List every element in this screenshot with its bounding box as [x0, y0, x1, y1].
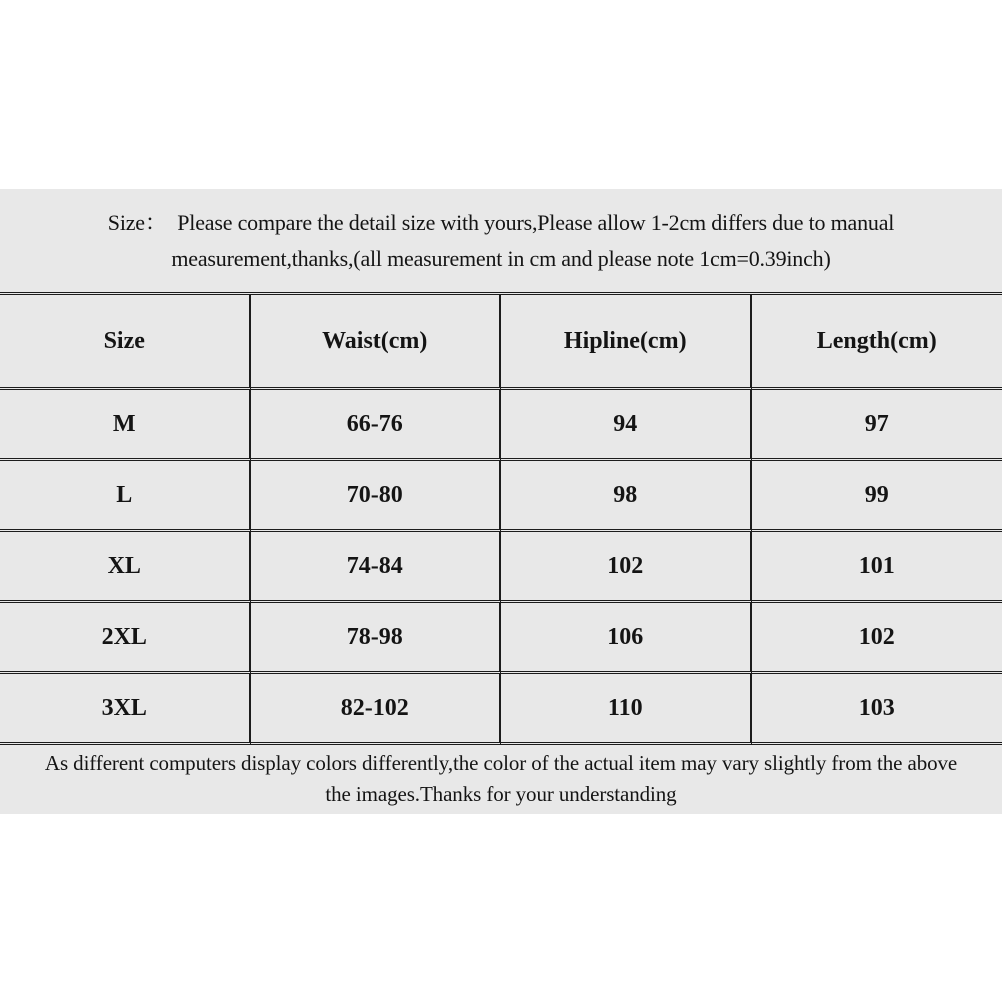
cell-size: L: [0, 461, 251, 532]
cell-size: XL: [0, 532, 251, 603]
cell-waist: 82-102: [251, 674, 502, 745]
cell-size: M: [0, 390, 251, 461]
size-table-header-row: [0, 295, 1002, 390]
column-header-length: Length(cm): [752, 295, 1002, 390]
cell-hipline: 106: [501, 603, 752, 674]
cell-length: 103: [752, 674, 1002, 745]
column-header-size: Size: [0, 295, 251, 390]
table-row-2xl: [0, 603, 1002, 674]
cell-length: 97: [752, 390, 1002, 461]
cell-hipline: 94: [501, 390, 752, 461]
cell-waist: 78-98: [251, 603, 502, 674]
disclaimer-line-1: As different computers display colors differently,the color of the actual item may vary slightly from the above: [44, 750, 958, 775]
color-disclaimer: [0, 745, 1002, 812]
column-header-hipline: Hipline(cm): [501, 295, 752, 390]
size-table: [0, 292, 1002, 745]
cell-waist: 66-76: [251, 390, 502, 461]
cell-waist: 74-84: [251, 532, 502, 603]
cell-hipline: 102: [501, 532, 752, 603]
cell-size: 3XL: [0, 674, 251, 745]
size-note-line-2: measurement,thanks,(all measurement in cm and please note 1cm=0.39inch): [171, 245, 831, 271]
disclaimer-line-2: the images.Thanks for your understanding: [325, 781, 677, 806]
cell-hipline: 98: [501, 461, 752, 532]
table-row-l: [0, 461, 1002, 532]
cell-size: 2XL: [0, 603, 251, 674]
cell-length: 102: [752, 603, 1002, 674]
cell-length: 101: [752, 532, 1002, 603]
table-row-m: [0, 390, 1002, 461]
table-row-3xl: [0, 674, 1002, 745]
cell-length: 99: [752, 461, 1002, 532]
size-note-line-1: Size： Please compare the detail size with yours,Please allow 1-2cm differs due to manual: [107, 209, 895, 235]
size-note: [0, 189, 1002, 292]
cell-waist: 70-80: [251, 461, 502, 532]
column-header-waist: Waist(cm): [251, 295, 502, 390]
cell-hipline: 110: [501, 674, 752, 745]
table-row-xl: [0, 532, 1002, 603]
size-chart-panel: [0, 189, 1002, 814]
